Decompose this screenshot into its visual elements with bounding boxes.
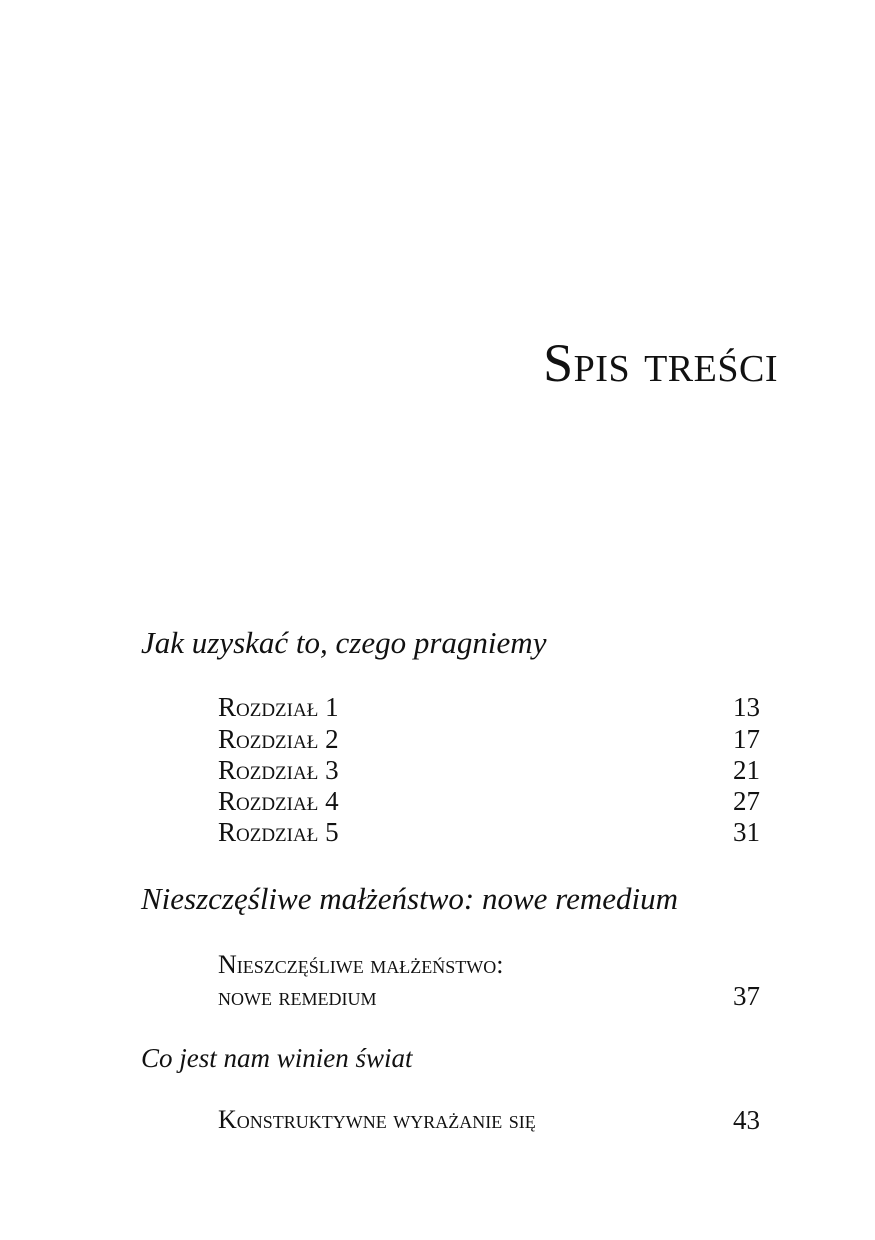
toc-entry-label: Rozdział 2 bbox=[218, 724, 339, 754]
toc-entry-label: Rozdział 5 bbox=[218, 817, 339, 847]
toc-entry-label-line1: Nieszczęśliwe małżeństwo: bbox=[218, 950, 504, 979]
toc-entry-label: Rozdział 4 bbox=[218, 786, 339, 816]
toc-entry-label-line2: nowe remedium bbox=[218, 982, 377, 1011]
toc-entry-page: 37 bbox=[733, 981, 760, 1011]
toc-entry-label: Konstruktywne wyrażanie się bbox=[218, 1105, 536, 1134]
toc-entry-page: 13 bbox=[733, 692, 760, 722]
toc-entry-label: Rozdział 3 bbox=[218, 755, 339, 785]
page-title: Spis treści bbox=[543, 333, 778, 393]
section-heading: Nieszczęśliwe małżeństwo: nowe remedium bbox=[141, 881, 678, 916]
toc-entry-page: 27 bbox=[733, 786, 760, 816]
toc-entry-page: 21 bbox=[733, 755, 760, 785]
section-heading: Jak uzyskać to, czego pragniemy bbox=[141, 625, 547, 660]
section-heading: Co jest nam winien świat bbox=[141, 1043, 413, 1073]
toc-entry-page: 43 bbox=[733, 1105, 760, 1135]
toc-entry-page: 17 bbox=[733, 724, 760, 754]
toc-entry-page: 31 bbox=[733, 817, 760, 847]
toc-entry-label: Rozdział 1 bbox=[218, 692, 339, 722]
